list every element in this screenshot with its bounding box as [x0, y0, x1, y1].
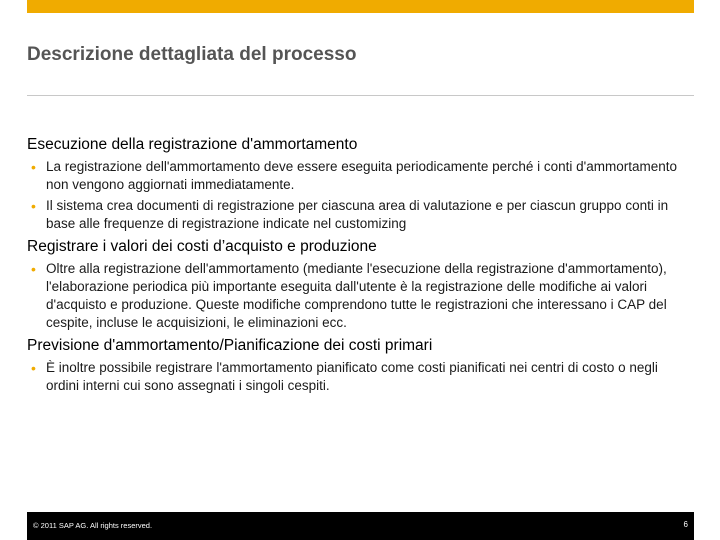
section-costi-acquisto [27, 237, 687, 332]
page-number: 6 [683, 520, 688, 529]
title-divider [27, 95, 694, 96]
top-accent-bar [27, 0, 694, 13]
bullet-text: Oltre alla registrazione dell'ammortamento (mediante l'esecuzione della registrazione d'ammortamento), l'elaborazione periodica più importante eseguita dall'utente è la registrazione delle modifiche ai valori d'acquisto e produzione. Queste modifiche comprendono tutte le registrazioni che interessano i CAP del cespite, incluse le acquisizioni, le eliminazioni ecc. [46, 261, 667, 330]
bullet-dot-icon: • [31, 159, 36, 175]
slide-content [27, 135, 687, 399]
bullet-list [27, 158, 687, 233]
bullet-dot-icon: • [31, 198, 36, 214]
bullet-item [27, 260, 687, 332]
bullet-list [27, 260, 687, 332]
copyright-notice: © 2011 SAP AG. All rights reserved. [33, 521, 153, 530]
section-previsione [27, 336, 687, 395]
footer-bar [27, 512, 694, 540]
slide-title: Descrizione dettagliata del processo [27, 44, 357, 65]
section-heading: Registrare i valori dei costi d’acquisto e produzione [27, 238, 377, 255]
bullet-item [27, 158, 687, 194]
section-heading: Previsione d'ammortamento/Pianificazione dei costi primari [27, 337, 433, 354]
bullet-item [27, 197, 687, 233]
bullet-item [27, 359, 687, 395]
bullet-list [27, 359, 687, 395]
section-ammortamento [27, 135, 687, 233]
bullet-dot-icon: • [31, 261, 36, 277]
bullet-dot-icon: • [31, 360, 36, 376]
section-heading: Esecuzione della registrazione d'ammortamento [27, 136, 358, 153]
bullet-text: Il sistema crea documenti di registrazione per ciascuna area di valutazione e per ciascun gruppo conti in base alle frequenze di registrazione indicate nel customizing [46, 198, 669, 231]
bullet-text: La registrazione dell'ammortamento deve essere eseguita periodicamente perché i conti d'ammortamento non vengono aggiornati immediatamente. [46, 159, 677, 192]
bullet-text: È inoltre possibile registrare l'ammortamento pianificato come costi pianificati nei centri di costo o negli ordini interni cui sono assegnati i singoli cespiti. [46, 360, 658, 393]
